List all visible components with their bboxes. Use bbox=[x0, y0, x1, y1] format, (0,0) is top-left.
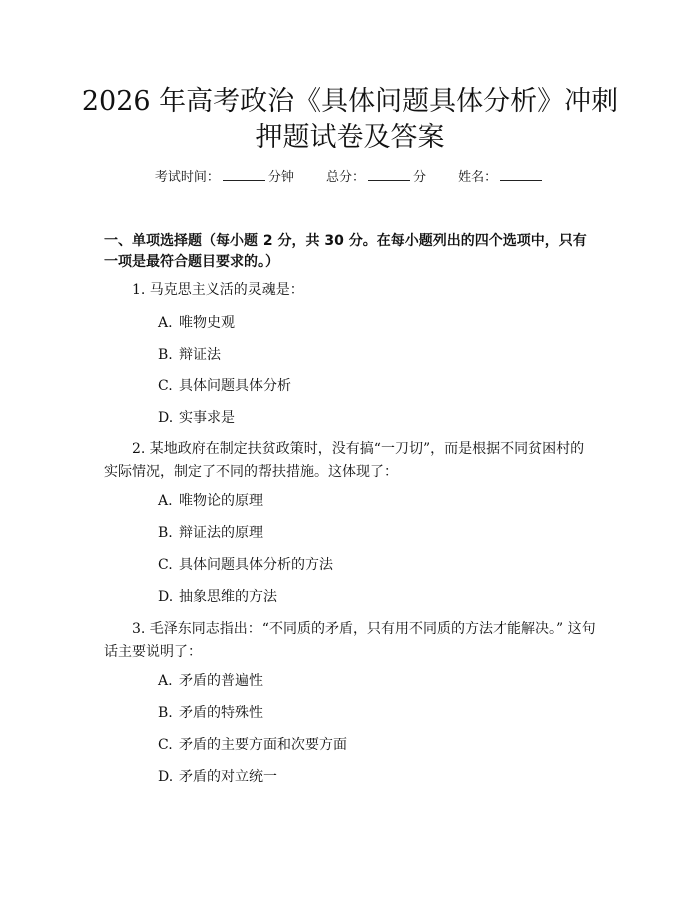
name-field bbox=[458, 168, 545, 188]
exam-time-field bbox=[155, 168, 294, 188]
option-text: 矛盾的普遍性 bbox=[179, 673, 263, 689]
exam-time-unit: 分钟 bbox=[267, 170, 294, 185]
question-2-option-a bbox=[158, 491, 263, 511]
option-text: 矛盾的特殊性 bbox=[179, 705, 263, 721]
option-text: 唯物史观 bbox=[179, 315, 235, 331]
option-text: 辩证法的原理 bbox=[179, 525, 263, 541]
option-letter: C. bbox=[158, 557, 173, 573]
exam-time-blank bbox=[223, 168, 265, 181]
question-2-option-b bbox=[158, 523, 263, 543]
option-letter: D. bbox=[158, 410, 174, 426]
question-1-option-b bbox=[158, 345, 221, 365]
total-score-label: 总分： bbox=[325, 170, 365, 185]
question-1-option-c bbox=[158, 376, 291, 396]
question-2: 2. 某地政府在制定扶贫政策时，没有搞“一刀切”，而是根据不同贫困村的实际情况，制定了不同的帮扶措施。这体现了： bbox=[104, 441, 585, 480]
option-text: 唯物论的原理 bbox=[179, 493, 263, 509]
question-3-option-c bbox=[158, 735, 347, 755]
option-text: 具体问题具体分析的方法 bbox=[179, 557, 333, 573]
section-heading: 一、单项选择题（每小题 2 分，共 30 分。在每小题列出的四个选项中，只有一项是最符合题目要求的。） bbox=[104, 233, 587, 270]
question-1: 1. 马克思主义活的灵魂是： bbox=[132, 282, 304, 298]
question-3-option-d bbox=[158, 767, 277, 787]
option-text: 实事求是 bbox=[179, 410, 235, 426]
question-1-option-d bbox=[158, 408, 235, 428]
option-letter: A. bbox=[158, 315, 173, 331]
option-letter: A. bbox=[158, 673, 173, 689]
question-3: 3. 毛泽东同志指出：“不同质的矛盾，只有用不同质的方法才能解决。” 这句话主要说明了： bbox=[104, 621, 596, 660]
page-title-line-1: 2026 年高考政治《具体问题具体分析》冲刺 bbox=[81, 86, 619, 117]
total-score-blank bbox=[368, 168, 410, 181]
name-label: 姓名： bbox=[458, 170, 498, 185]
option-letter: B. bbox=[158, 347, 173, 363]
option-text: 矛盾的主要方面和次要方面 bbox=[179, 737, 347, 753]
option-text: 矛盾的对立统一 bbox=[179, 769, 277, 785]
question-3-option-a bbox=[158, 671, 263, 691]
option-letter: A. bbox=[158, 493, 173, 509]
option-letter: C. bbox=[158, 378, 173, 394]
exam-info-line bbox=[0, 168, 700, 188]
option-letter: C. bbox=[158, 737, 173, 753]
name-blank bbox=[500, 168, 542, 181]
option-letter: D. bbox=[158, 589, 174, 605]
option-letter: D. bbox=[158, 769, 174, 785]
exam-time-label: 考试时间： bbox=[154, 170, 220, 185]
option-letter: B. bbox=[158, 525, 173, 541]
question-1-option-a bbox=[158, 313, 235, 333]
option-text: 辩证法 bbox=[179, 347, 221, 363]
option-text: 抽象思维的方法 bbox=[179, 589, 277, 605]
total-score-unit: 分 bbox=[413, 170, 427, 185]
option-letter: B. bbox=[158, 705, 173, 721]
question-2-option-c bbox=[158, 555, 333, 575]
question-2-option-d bbox=[158, 587, 277, 607]
option-text: 具体问题具体分析 bbox=[179, 378, 291, 394]
total-score-field bbox=[326, 168, 426, 188]
question-3-option-b bbox=[158, 703, 263, 723]
page-title-line-2: 押题试卷及答案 bbox=[255, 122, 445, 153]
